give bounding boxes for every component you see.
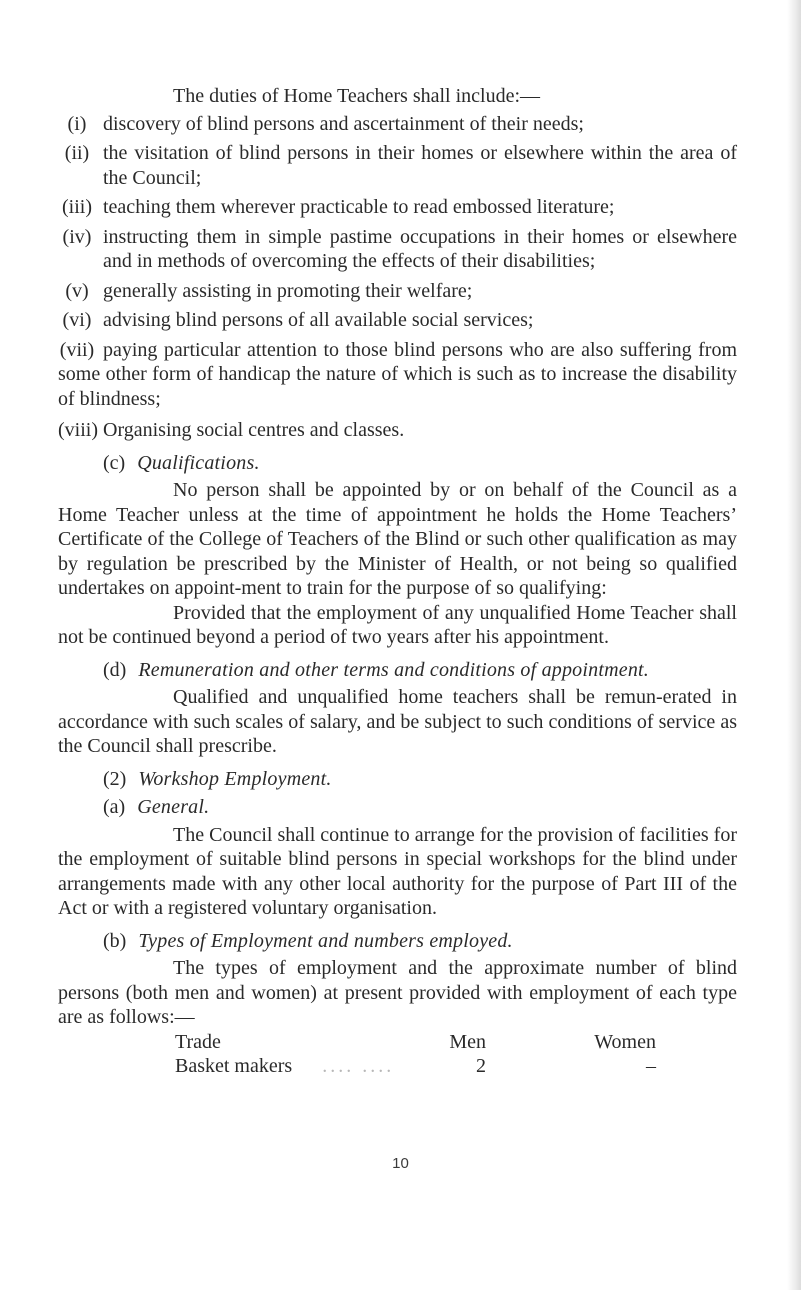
duty-text: Organising social centres and classes. xyxy=(103,419,405,441)
section-title: Remuneration and other terms and conditions of appointment. xyxy=(138,658,649,681)
duty-item xyxy=(58,112,737,137)
cell-women: – xyxy=(646,1055,656,1077)
duty-item xyxy=(58,195,737,220)
duty-text: the visitation of blind persons in their homes or elsewhere within the area of the Council; xyxy=(103,142,737,189)
qualifications-paragraph: No person shall be appointed by or on behalf of the Council as a Home Teacher unless at the time of appointment he holds the Home Teachers’ Certificate of the College of Teachers of the Blind or such other qualification as may by regulation be prescribed by the Minister of Health, or not being so qualified undertakes on appoint-ment to train for the purpose of so qualifying: xyxy=(58,479,737,599)
duty-text: instructing them in simple pastime occupations in their homes or elsewhere and in methods of overcoming the effects of their disabilities; xyxy=(103,225,737,272)
qualifications-proviso: Provided that the employment of any unqualified Home Teacher shall not be continued beyond a period of two years after his appointment. xyxy=(58,601,737,648)
duty-item xyxy=(58,418,737,443)
duties-intro: The duties of Home Teachers shall include:— xyxy=(173,85,541,107)
duty-label: (v) xyxy=(65,279,89,302)
dot-leader: .... .... xyxy=(322,1055,395,1077)
header-women: Women xyxy=(594,1030,656,1053)
trade-name: Basket makers xyxy=(175,1055,293,1077)
header-trade: Trade xyxy=(175,1030,221,1053)
section-label: (a) xyxy=(103,796,126,818)
page-edge-shadow xyxy=(787,0,801,1290)
page-number: 10 xyxy=(392,1155,409,1172)
duty-label: (vi) xyxy=(62,309,92,331)
document-page xyxy=(58,84,737,1079)
section-heading-qualifications xyxy=(58,451,737,476)
section-heading-remuneration xyxy=(58,658,737,683)
duty-text: teaching them wherever practicable to read embossed literature; xyxy=(103,196,615,218)
duty-text: advising blind persons of all available social services; xyxy=(103,309,534,331)
section-title: Types of Employment and numbers employed. xyxy=(138,929,513,952)
duty-label: (ii) xyxy=(64,142,90,164)
section-label: (b) xyxy=(103,929,127,952)
section-title: General. xyxy=(137,796,210,818)
duty-label: (viii) xyxy=(58,419,98,441)
section-heading-general xyxy=(58,795,737,820)
table-row xyxy=(58,1054,737,1079)
duty-item xyxy=(58,308,737,333)
table-header-row xyxy=(58,1030,737,1055)
section-title: Workshop Employment. xyxy=(138,767,332,790)
duty-item xyxy=(58,225,737,274)
duty-label: (i) xyxy=(67,112,87,135)
duty-text: discovery of blind persons and ascertainment of their needs; xyxy=(103,112,584,135)
duties-list xyxy=(58,112,737,443)
duty-text: paying particular attention to those blind persons who are also suffering from some other form of handicap the nature of which is such as to increase the disability of blindness; xyxy=(58,338,737,410)
general-paragraph: The Council shall continue to arrange for the provision of facilities for the employment of suitable blind persons in special workshops for the blind under arrangements made with any other local authority for the purpose of Part III of the Act or with a registered voluntary organisation. xyxy=(58,823,737,919)
section-heading-workshop xyxy=(58,767,737,792)
types-paragraph: The types of employment and the approximate number of blind persons (both men and women) at present provided with employment of each type are as follows:— xyxy=(58,957,737,1028)
duty-text: generally assisting in promoting their welfare; xyxy=(103,279,473,302)
cell-men: 2 xyxy=(476,1055,486,1077)
cell-trade xyxy=(58,1054,395,1079)
duty-item xyxy=(58,279,737,304)
duty-label: (vii) xyxy=(59,338,95,361)
duty-label: (iii) xyxy=(62,196,92,218)
duty-item xyxy=(58,141,737,190)
section-label: (c) xyxy=(103,451,126,474)
section-title: Qualifications. xyxy=(137,451,260,474)
section-label: (d) xyxy=(103,658,127,681)
remuneration-paragraph: Qualified and unqualified home teachers shall be remun-erated in accordance with such scales of salary, and be subject to such conditions of service as the Council shall prescribe. xyxy=(58,686,737,757)
header-men: Men xyxy=(449,1030,486,1053)
duty-label: (iv) xyxy=(62,225,92,248)
section-heading-types xyxy=(58,929,737,954)
duty-item xyxy=(58,338,737,412)
section-label: (2) xyxy=(103,767,127,790)
employment-table xyxy=(58,1030,737,1079)
